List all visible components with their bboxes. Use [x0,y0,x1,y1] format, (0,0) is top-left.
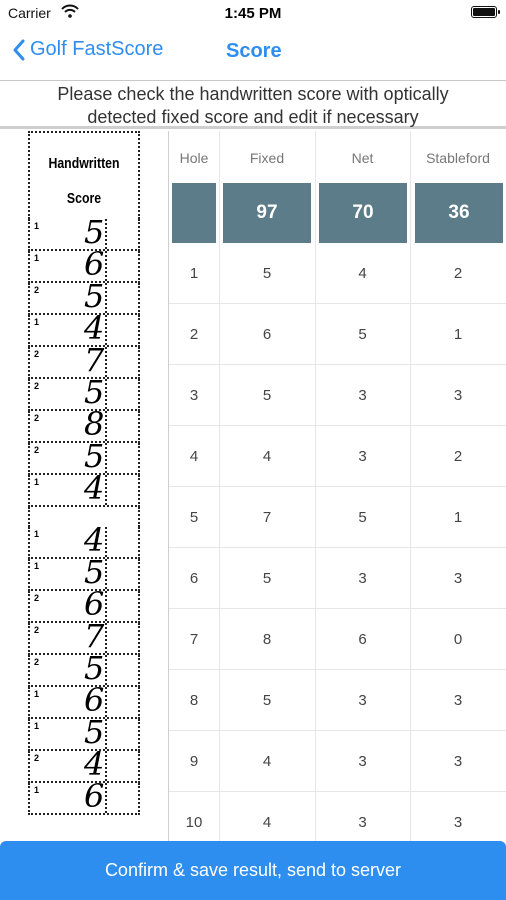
cell-stableford[interactable]: 2 [453,265,463,282]
handwritten-digit: 8 [84,405,105,443]
handwritten-header-line2: Score [66,190,102,207]
handwritten-par-marker: 2 [34,657,40,667]
handwritten-digit: 6 [84,777,105,815]
table-row[interactable] [169,548,506,609]
handwritten-digit: 4 [84,745,105,783]
handwritten-column-divider [105,315,107,345]
cell-net[interactable]: 3 [358,570,367,587]
handwritten-digit: 6 [84,681,105,719]
back-button[interactable] [12,38,163,61]
handwritten-par-marker: 1 [34,477,40,487]
confirm-save-button[interactable]: Confirm & save result, send to server [0,841,506,900]
cell-net[interactable]: 5 [358,326,367,343]
cell-fixed[interactable]: 7 [262,509,272,526]
cell-stableford[interactable]: 3 [453,692,463,709]
cell-hole: 8 [189,692,199,709]
handwritten-header-line1: Handwritten [48,155,120,172]
table-row[interactable] [169,304,506,365]
score-table-body [169,243,506,841]
handwritten-column-divider [105,411,107,441]
cell-fixed[interactable]: 5 [262,387,272,404]
handwritten-column-divider [105,443,107,473]
header-net: Net [351,150,374,166]
handwritten-digit: 4 [84,469,105,507]
total-fixed: 97 [223,183,311,243]
table-row[interactable] [169,487,506,548]
table-row[interactable] [169,609,506,670]
status-bar [0,0,506,26]
total-net: 70 [319,183,407,243]
cell-fixed[interactable]: 4 [262,753,272,770]
table-row[interactable] [169,365,506,426]
handwritten-par-marker: 1 [34,721,40,731]
header-fixed: Fixed [249,150,285,166]
handwritten-par-marker: 2 [34,445,40,455]
table-row[interactable] [169,670,506,731]
cell-net[interactable]: 4 [358,265,367,282]
handwritten-par-marker: 1 [34,689,40,699]
handwritten-digit: 5 [84,213,105,251]
cell-hole: 2 [189,326,199,343]
handwritten-column-divider [105,527,107,557]
handwritten-column-divider [105,623,107,653]
handwritten-digit: 5 [84,649,105,687]
cell-net[interactable]: 3 [358,448,367,465]
cell-hole: 5 [189,509,199,526]
instructions-text [0,81,506,129]
cell-stableford[interactable]: 3 [453,570,463,587]
handwritten-column-divider [105,347,107,377]
cell-stableford[interactable]: 1 [453,326,463,343]
handwritten-column-divider [105,719,107,749]
handwritten-digit: 6 [84,585,105,623]
handwritten-digit: 7 [84,617,105,655]
handwritten-par-marker: 1 [34,785,40,795]
page-title: Score [226,40,282,62]
handwritten-par-marker: 1 [34,561,40,571]
handwritten-digit: 7 [84,341,105,379]
handwritten-digit: 5 [84,373,105,411]
handwritten-digit: 5 [84,553,105,591]
handwritten-column-divider [105,251,107,281]
handwritten-digit: 5 [84,713,105,751]
handwritten-par-marker: 2 [34,381,40,391]
handwritten-par-marker: 2 [34,593,40,603]
handwritten-par-marker: 2 [34,625,40,635]
cell-hole: 7 [189,631,199,648]
handwritten-header [28,131,140,219]
cell-fixed[interactable]: 5 [262,265,272,282]
cell-hole: 9 [189,753,199,770]
carrier-label: Carrier [8,5,51,21]
cell-hole: 10 [185,814,203,831]
handwritten-column-divider [105,283,107,313]
cell-stableford[interactable]: 2 [453,448,463,465]
cell-fixed[interactable]: 4 [262,814,272,831]
cell-hole: 4 [189,448,199,465]
nav-bar [0,26,506,81]
handwritten-column-divider [105,559,107,589]
handwritten-par-marker: 1 [34,529,40,539]
header-stableford: Stableford [426,150,490,166]
cell-fixed[interactable]: 5 [262,692,272,709]
instructions-line-2: detected fixed score and edit if necessary [87,107,419,127]
total-hole [172,183,216,243]
cell-stableford[interactable]: 1 [453,509,463,526]
handwritten-row [28,469,140,507]
cell-fixed[interactable]: 4 [262,448,272,465]
handwritten-column-divider [105,379,107,409]
status-time: 1:45 PM [224,5,282,22]
cell-net[interactable]: 3 [358,814,367,831]
cell-stableford[interactable]: 0 [453,631,463,648]
handwritten-par-marker: 1 [34,317,40,327]
handwritten-column-divider [105,591,107,621]
handwritten-scorecard[interactable] [0,131,169,841]
cell-net[interactable]: 3 [358,753,367,770]
cell-net[interactable]: 6 [358,631,367,648]
handwritten-par-marker: 1 [34,253,40,263]
table-row[interactable] [169,731,506,792]
handwritten-par-marker: 2 [34,753,40,763]
cell-hole: 1 [189,265,199,282]
handwritten-column-divider [105,655,107,685]
handwritten-column-divider [105,687,107,717]
cell-net[interactable]: 5 [358,509,367,526]
handwritten-column-divider [105,475,107,505]
cell-stableford[interactable]: 3 [453,387,463,404]
table-row[interactable] [169,243,506,304]
handwritten-column-divider [105,783,107,813]
handwritten-row [28,777,140,815]
battery-icon [471,6,497,18]
cell-net[interactable]: 3 [358,692,367,709]
handwritten-par-marker: 1 [34,221,40,231]
handwritten-digit: 6 [84,245,105,283]
handwritten-par-marker: 2 [34,413,40,423]
handwritten-digit: 4 [84,309,105,347]
cell-hole: 6 [189,570,199,587]
handwritten-digit: 4 [84,521,105,559]
total-stableford: 36 [415,183,503,243]
cell-fixed[interactable]: 8 [262,631,272,648]
handwritten-column-divider [105,219,107,249]
cell-stableford[interactable]: 3 [453,753,463,770]
handwritten-par-marker: 2 [34,349,40,359]
handwritten-digit: 5 [84,277,105,315]
instructions-line-1: Please check the handwritten score with optically [57,84,449,104]
cell-net[interactable]: 3 [358,387,367,404]
cell-hole: 3 [189,387,199,404]
handwritten-par-marker: 2 [34,285,40,295]
chevron-left-icon [12,39,26,61]
back-button-label: Golf FastScore [30,38,164,60]
table-row[interactable] [169,792,506,841]
cell-fixed[interactable]: 5 [262,570,272,587]
header-hole: Hole [179,150,209,166]
handwritten-column-divider [105,751,107,781]
handwritten-digit: 5 [84,437,105,475]
table-row[interactable] [169,426,506,487]
cell-stableford[interactable]: 3 [453,814,463,831]
cell-fixed[interactable]: 6 [262,326,272,343]
